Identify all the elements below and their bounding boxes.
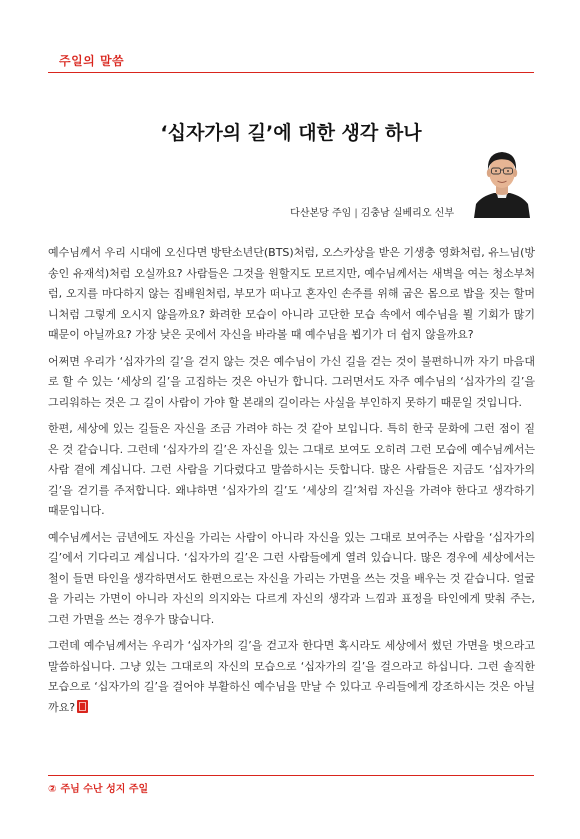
paragraph-4: 예수님께서는 금년에도 자신을 가리는 사람이 아니라 자신을 있는 그대로 보여주는 사람을 ‘십자가의 길’에서 기다리고 계십니다. ‘십자가의 길’은 그런 사람들에게 열려 있습니다. 많은 경우에 세상에서는 철이 들면 타인을 생각하면서도 한편으로는 자신을 가리는 가면을 쓰는 것을 배우는 것 같습니다. 얼굴을 가리는 가면이 아니라 자신의 의지와는 다르게 자신의 생각과 느낌과 표정을 타인에게 맞춰 주는, 그런 가면을 쓰는 경우가 많습니다.	[48, 530, 535, 626]
author-portrait-image	[472, 138, 532, 218]
byline-separator: |	[354, 208, 358, 219]
article-body	[48, 243, 535, 724]
byline	[240, 204, 454, 219]
header-divider	[48, 72, 534, 73]
article-title: ‘십자가의 길’에 대한 생각 하나	[160, 122, 422, 144]
paragraph-5-text: 그런데 예수님께서는 우리가 ‘십자가의 길’을 걷고자 한다면 혹시라도 세상에서 썼던 가면을 벗으라고 말씀하십니다. 그냥 있는 그대로의 자신의 모습으로 ‘십자가의 길’을 걸으라고 하십니다. 그런 솔직한 모습으로 ‘십자가의 길’을 걸어야 부활하신 예수님을 만날 수 있다고 우리들에게 강조하시는 것은 아닐까요?	[48, 639, 535, 714]
paragraph-1: 예수님께서 우리 시대에 오신다면 방탄소년단(BTS)처럼, 오스카상을 받은 기생충 영화처럼, 유느님(방송인 유재석)처럼 오실까요? 사람들은 그것을 원할지도 모르지만, 예수님께서는 새벽을 여는 청소부처럼, 오지를 마다하지 않는 집배원처럼, 부모가 떠나고 혼자인 손주를 위해 굽은 몸으로 밥을 짓는 할머니처럼 그렇게 오시지 않을까요? 화려한 모습이 아니라 고단한 모습 속에서 예수님을 뵐 기회가 많기 때문이 아닐까요? 가장 낮은 곳에서 자신을 바라볼 때 예수님을 뵙기가 더 쉽지 않을까요?	[48, 246, 535, 341]
paragraph-5	[48, 636, 535, 718]
page-number: ②	[48, 784, 57, 795]
paragraph-2: 어쩌면 우리가 ‘십자가의 길’을 걷지 않는 것은 예수님이 가신 길을 걷는 것이 불편하니까 자기 마음대로 할 수 있는 ‘세상의 길’을 고집하는 것은 아닌가 합니다. 그러면서도 자주 예수님의 ‘십자가의 길’을 그리워하는 것은 그 길이 사람이 가야 할 본래의 길이라는 사실을 부인하지 못하기 때문일 것입니다.	[48, 354, 535, 409]
footer-label: 주님 수난 성지 주일	[60, 784, 149, 795]
byline-author: 김충남 실베리오 신부	[360, 208, 454, 219]
byline-parish: 다산본당 주임	[290, 208, 352, 219]
author-photo	[472, 138, 532, 218]
paragraph-3: 한편, 세상에 있는 길들은 자신을 조금 가려야 하는 것 같아 보입니다. 특히 한국 문화에 그런 점이 짙은 것 같습니다. 그런데 ‘십자가의 길’은 자신을 있는 그대로 보여도 오히려 그런 모습에 예수님께서는 사람 곁에 계십니다. 그런 사람을 기다렸다고 말씀하시는 듯합니다. 많은 사람들은 지금도 ‘십자가의 길’을 걷기를 주저합니다. 왜냐하면 ‘십자가의 길’도 ‘세상의 길’처럼 자신을 가려야 한다고 생각하기 때문입니다.	[48, 422, 535, 517]
footer	[48, 780, 148, 795]
section-label: 주일의 말씀	[59, 54, 125, 68]
footer-divider	[48, 775, 534, 776]
end-seal-icon	[77, 700, 88, 713]
